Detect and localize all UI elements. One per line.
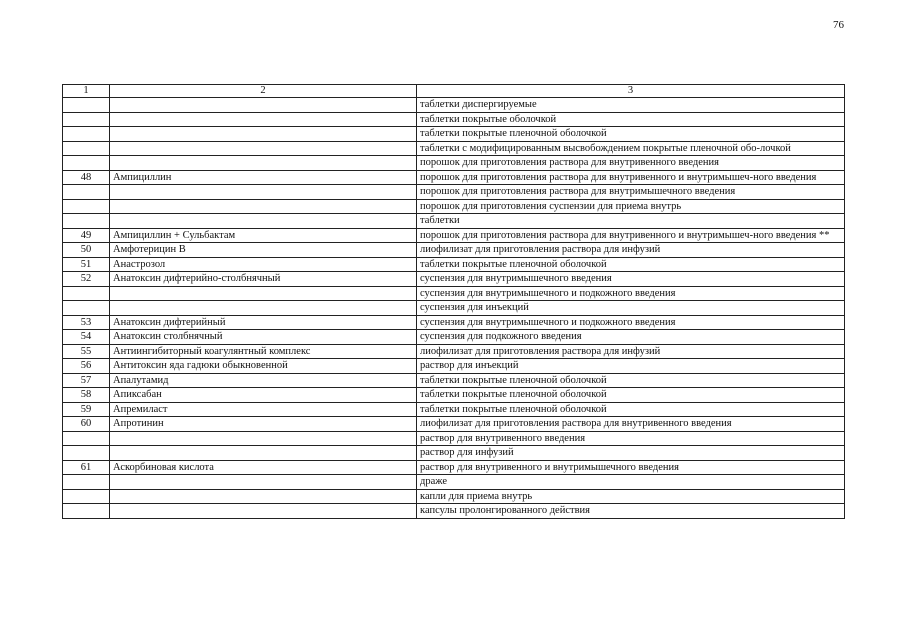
dosage-form: капсулы пролонгированного действия — [417, 504, 845, 519]
row-number-cell — [63, 446, 110, 461]
dosage-form: таблетки — [417, 214, 845, 229]
dosage-form-cell: таблетки покрытые оболочкой — [417, 112, 845, 127]
drug-name-cell — [110, 156, 417, 171]
drug-name: Апремиласт — [110, 402, 417, 417]
row-number: 58 — [63, 388, 110, 403]
row-number: 48 — [63, 170, 110, 185]
dosage-form-cell: таблетки с модифицированным высвобождением покрытые пленочной обо-лочкой — [417, 141, 845, 156]
table-row — [63, 373, 845, 388]
page-number: 76 — [833, 19, 844, 31]
table-body — [63, 85, 845, 519]
row-number: 60 — [63, 417, 110, 432]
table-row — [63, 315, 845, 330]
drug-name-cell — [110, 214, 417, 229]
drug-name: Ампициллин + Сульбактам — [110, 228, 417, 243]
dosage-form: суспензия для подкожного введения — [417, 330, 845, 345]
dosage-form: порошок для приготовления раствора для внутривенного и внутримышеч-ного введения ** — [417, 228, 845, 243]
row-number: 61 — [63, 460, 110, 475]
row-number: 49 — [63, 228, 110, 243]
drug-name: Анатоксин дифтерийно-столбнячный — [110, 272, 417, 287]
dosage-form: суспензия для внутримышечного введения — [417, 272, 845, 287]
dosage-form: порошок для приготовления раствора для внутримышечного введения — [417, 185, 845, 200]
row-number-cell — [63, 156, 110, 171]
header-col-2: 2 — [110, 85, 417, 98]
drug-name-cell — [110, 301, 417, 316]
row-number-cell — [63, 431, 110, 446]
row-number-cell — [63, 199, 110, 214]
table-row — [63, 489, 845, 504]
dosage-form: лиофилизат для приготовления раствора для инфузий — [417, 344, 845, 359]
drug-name-cell — [110, 446, 417, 461]
dosage-form-cell: таблетки диспергируемые — [417, 98, 845, 113]
table-row — [63, 228, 845, 243]
drug-name: Антитоксин яда гадюки обыкновенной — [110, 359, 417, 374]
dosage-form: раствор для инфузий — [417, 446, 845, 461]
header-col-3: 3 — [417, 85, 845, 98]
row-number: 54 — [63, 330, 110, 345]
dosage-form: суспензия для внутримышечного и подкожного введения — [417, 315, 845, 330]
dosage-form: лиофилизат для приготовления раствора для инфузий — [417, 243, 845, 258]
dosage-form: раствор для инъекций — [417, 359, 845, 374]
drug-name-cell — [110, 504, 417, 519]
row-number: 55 — [63, 344, 110, 359]
dosage-form: лиофилизат для приготовления раствора для внутривенного введения — [417, 417, 845, 432]
row-number-cell — [63, 112, 110, 127]
drug-name-cell — [110, 199, 417, 214]
table-row — [63, 388, 845, 403]
drug-name-cell — [110, 286, 417, 301]
row-number-cell — [63, 286, 110, 301]
row-number-cell — [63, 98, 110, 113]
table-row — [63, 301, 845, 316]
dosage-form: порошок для приготовления раствора для внутривенного и внутримышеч-ного введения — [417, 170, 845, 185]
drug-name-cell — [110, 141, 417, 156]
dosage-form: таблетки покрытые пленочной оболочкой — [417, 373, 845, 388]
row-number-cell — [63, 504, 110, 519]
table-row — [63, 402, 845, 417]
table-row — [63, 243, 845, 258]
drug-forms-table — [62, 84, 845, 519]
table-row — [63, 199, 845, 214]
row-number-cell — [63, 127, 110, 142]
row-number: 56 — [63, 359, 110, 374]
drug-name-cell — [110, 98, 417, 113]
dosage-form-cell: порошок для приготовления раствора для внутривенного введения — [417, 156, 845, 171]
dosage-form: раствор для внутривенного и внутримышечного введения — [417, 460, 845, 475]
table-row — [63, 359, 845, 374]
drug-name: Ампициллин — [110, 170, 417, 185]
dosage-form: раствор для внутривенного введения — [417, 431, 845, 446]
table-row — [63, 286, 845, 301]
row-number: 52 — [63, 272, 110, 287]
drug-name-cell — [110, 431, 417, 446]
table-row — [63, 272, 845, 287]
table-row — [63, 170, 845, 185]
drug-name: Анатоксин дифтерийный — [110, 315, 417, 330]
dosage-form: драже — [417, 475, 845, 490]
header-col-1: 1 — [63, 85, 110, 98]
dosage-form: капли для приема внутрь — [417, 489, 845, 504]
table-row — [63, 214, 845, 229]
table-row — [63, 446, 845, 461]
drug-name-cell — [110, 185, 417, 200]
dosage-form: таблетки покрытые пленочной оболочкой — [417, 388, 845, 403]
table-row — [63, 98, 845, 113]
row-number: 50 — [63, 243, 110, 258]
table-row — [63, 127, 845, 142]
row-number-cell — [63, 489, 110, 504]
table-row — [63, 460, 845, 475]
drug-name: Апротинин — [110, 417, 417, 432]
table-row — [63, 141, 845, 156]
dosage-form: суспензия для инъекций — [417, 301, 845, 316]
drug-name: Анатоксин столбнячный — [110, 330, 417, 345]
row-number-cell — [63, 475, 110, 490]
row-number: 59 — [63, 402, 110, 417]
table-row — [63, 344, 845, 359]
table-row — [63, 504, 845, 519]
dosage-form: суспензия для внутримышечного и подкожного введения — [417, 286, 845, 301]
drug-name: Анастрозол — [110, 257, 417, 272]
table-row — [63, 112, 845, 127]
table-row — [63, 431, 845, 446]
drug-name-cell — [110, 112, 417, 127]
drug-name: Антиингибиторный коагулянтный комплекс — [110, 344, 417, 359]
table-header-row — [63, 85, 845, 98]
row-number-cell — [63, 301, 110, 316]
drug-name-cell — [110, 127, 417, 142]
drug-name-cell — [110, 489, 417, 504]
dosage-form: порошок для приготовления суспензии для приема внутрь — [417, 199, 845, 214]
row-number: 53 — [63, 315, 110, 330]
row-number-cell — [63, 214, 110, 229]
drug-name-cell — [110, 475, 417, 490]
table-row — [63, 156, 845, 171]
drug-name: Аскорбиновая кислота — [110, 460, 417, 475]
table-row — [63, 475, 845, 490]
table-row — [63, 330, 845, 345]
table-row — [63, 257, 845, 272]
row-number-cell — [63, 141, 110, 156]
row-number: 57 — [63, 373, 110, 388]
row-number: 51 — [63, 257, 110, 272]
drug-name: Апиксабан — [110, 388, 417, 403]
table-row — [63, 185, 845, 200]
dosage-form-cell: таблетки покрытые пленочной оболочкой — [417, 127, 845, 142]
drug-name: Амфотерицин В — [110, 243, 417, 258]
drug-name: Апалутамид — [110, 373, 417, 388]
dosage-form: таблетки покрытые пленочной оболочкой — [417, 257, 845, 272]
row-number-cell — [63, 185, 110, 200]
table-row — [63, 417, 845, 432]
dosage-form: таблетки покрытые пленочной оболочкой — [417, 402, 845, 417]
